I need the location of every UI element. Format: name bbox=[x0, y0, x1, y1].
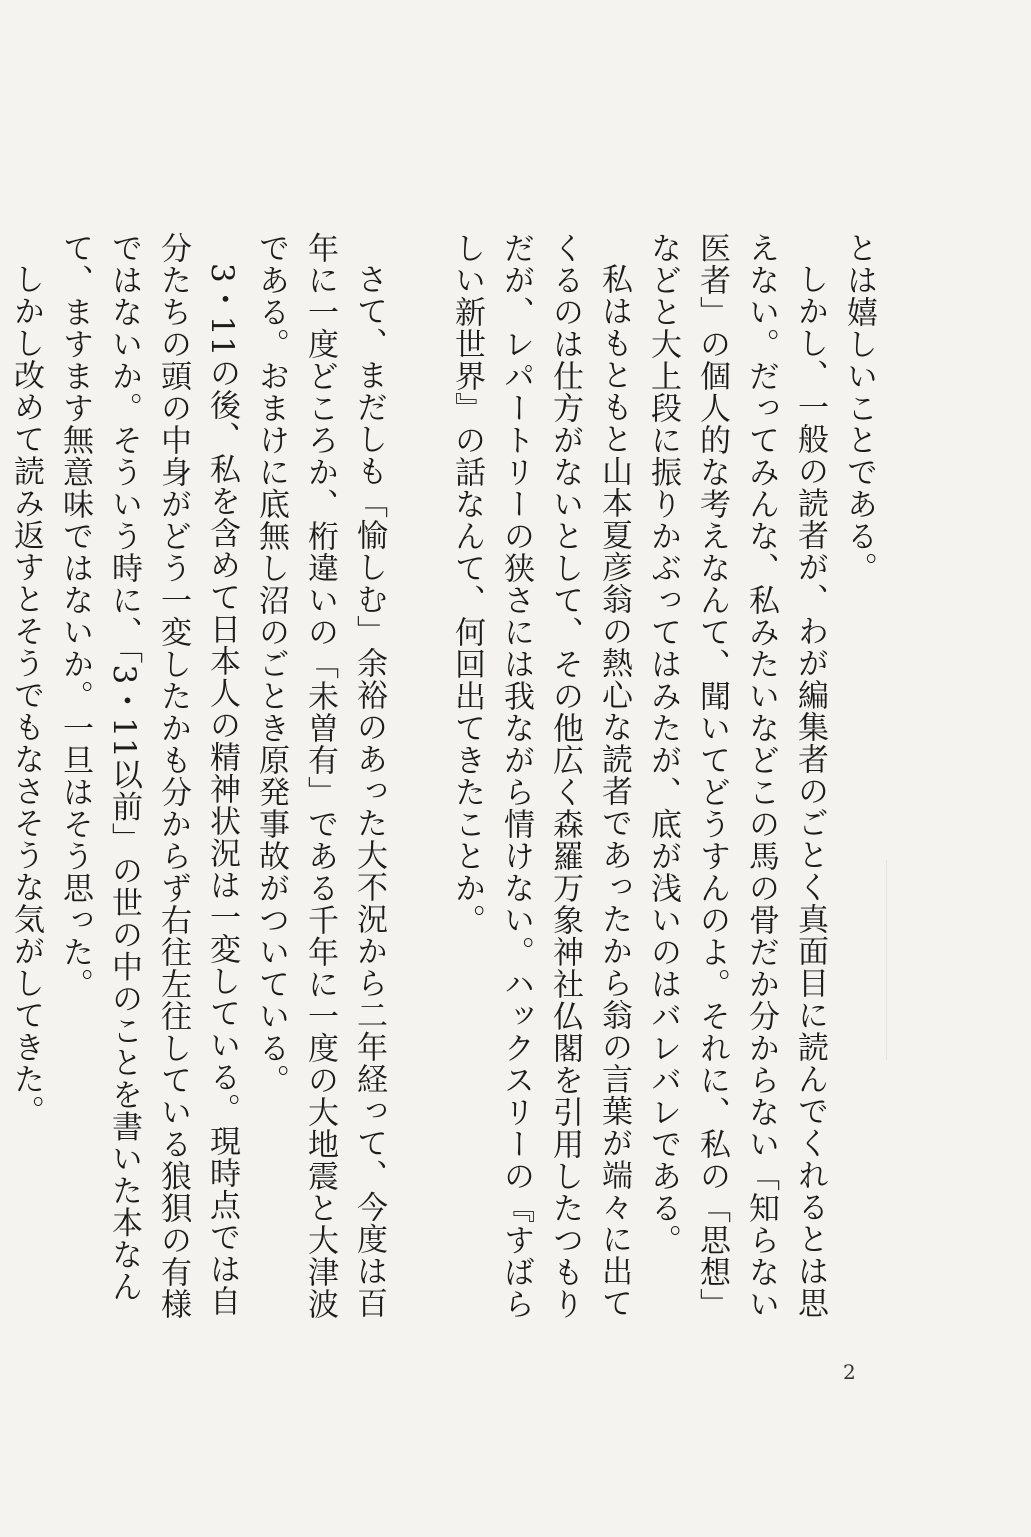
paragraph-4: さて、まだしも「愉しむ」余裕のあった大不況から二年経って、今度は百年に一度どころか、桁違いの「未曽有」である千年に一度の大地震と大津波である。おまけに底無し沼のごとき原発事故がついている。 bbox=[253, 232, 387, 1320]
paragraph-1: とは嬉しいことである。 bbox=[841, 232, 877, 584]
paragraph-3: 私はもともと山本夏彦翁の熱心な読者であったから翁の言葉が端々に出てくるのは仕方がないとして、その他広く森羅万象神社仏閣を引用したつもりだが、レパートリーの狭さには我ながら情けない。ハックスリーの『すばらしい新世界』の話なんて、何回出てきたことか。 bbox=[449, 232, 632, 1320]
margin-shadow bbox=[886, 860, 887, 1060]
vertical-text-body bbox=[0, 232, 883, 1342]
paragraph-2: しかし、一般の読者が、わが編集者のごとく真面目に読んでくれるとは思えない。だってみんな、私みたいなどこの馬の骨だか分からない「知らない医者」の個人的な考えなんて、聞いてどうすんのよ。それに、私の「思想」などと大上段に振りかぶってはみたが、底が浅いのはバレバレである。 bbox=[645, 232, 828, 1320]
paragraph-6: しかし改めて読み返すとそうでもなさそうな気がしてきた。 bbox=[8, 263, 44, 1127]
page-number: 2 bbox=[843, 1360, 856, 1384]
paragraph-5: 3・11の後、私を含めて日本人の精神状況は一変している。現時点では自分たちの頭の中身がどう一変したかも分からず右往左往している狼狽の有様ではないか。そういう時に、「3・11以前」の世の中のことを書いた本なんて、ますます無意味ではないか。一旦はそう思った。 bbox=[57, 232, 240, 1320]
paragraph-7 bbox=[0, 232, 1, 1342]
